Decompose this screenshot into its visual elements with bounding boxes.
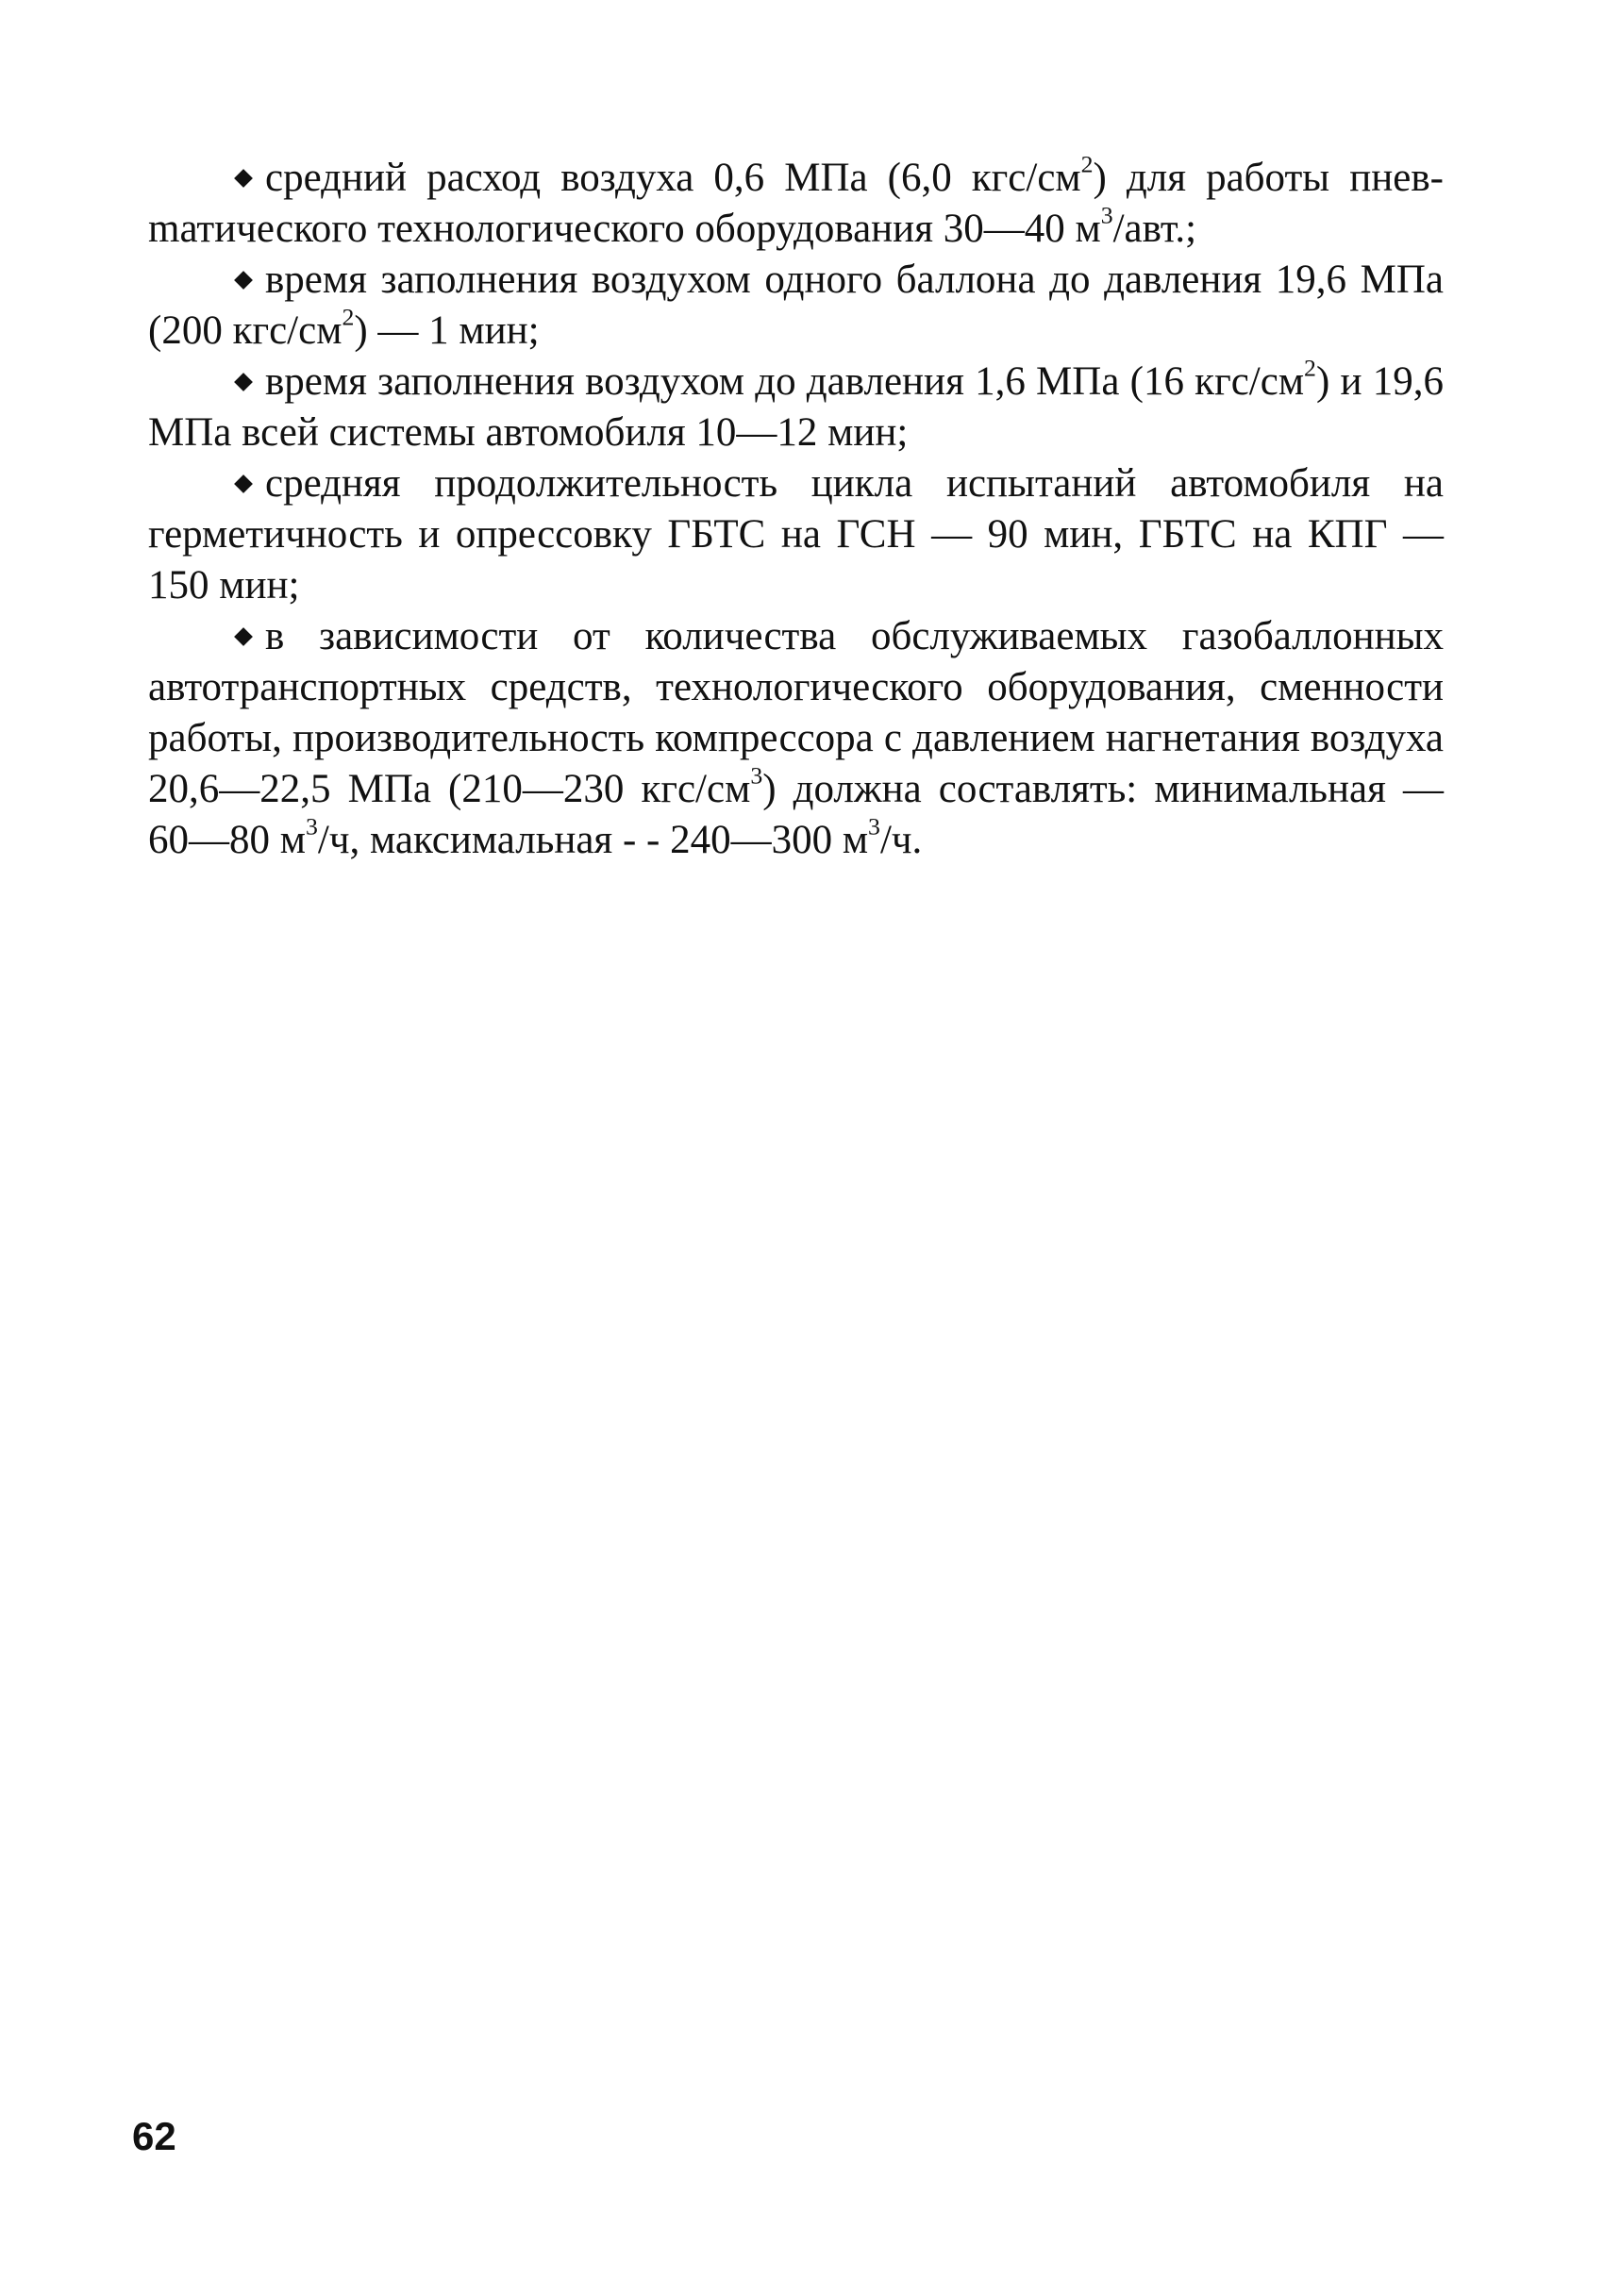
item-text: ) должна составлять: минимальная — 60—80 м <box>148 767 1444 862</box>
item-text: ) и 19,6 МПа всей системы автомобиля 10—12 мин; <box>148 359 1444 455</box>
superscript: 3 <box>868 812 880 840</box>
list-item <box>148 458 1444 611</box>
list-item <box>148 354 1444 458</box>
item-text: /авт.; <box>1112 207 1197 251</box>
diamond-bullet-icon <box>234 627 253 646</box>
item-text: время заполнения воздухом одного баллона до давления 19,6 МПа (200 кгс/см <box>148 258 1444 353</box>
diamond-bullet-icon <box>234 373 253 391</box>
page-number: 62 <box>132 2114 176 2158</box>
item-text: средняя продолжительность цикла испытаний автомобиля на герметичность и опрессовку ГБТС на ГСН — 90 мин, ГБТС на КПГ — 150 мин; <box>148 461 1444 607</box>
superscript: 3 <box>305 812 318 840</box>
superscript: 3 <box>1100 201 1113 229</box>
superscript: 3 <box>750 761 763 790</box>
item-text: средний расход воздуха 0,6 МПа (6,0 кгс/см <box>265 156 1081 200</box>
item-text: время заполнения воздухом до давления 1,6 МПа (16 кгс/см <box>265 359 1305 404</box>
item-text: ) — 1 мин; <box>354 308 540 353</box>
item-text: ) для работы пневmатического технологического оборудования 30—40 м <box>148 156 1444 251</box>
bullet-list <box>148 150 1444 866</box>
item-text: /ч, максимальная - - 240—300 м <box>317 818 869 862</box>
superscript: 2 <box>1304 354 1316 382</box>
diamond-bullet-icon <box>234 474 253 493</box>
list-item <box>148 150 1444 255</box>
list-item <box>148 611 1444 866</box>
diamond-bullet-icon <box>234 169 253 188</box>
item-text: /ч. <box>879 818 923 862</box>
superscript: 2 <box>342 303 355 331</box>
list-item <box>148 255 1444 357</box>
item-text: в зависимости от количества обслуживаемых газобаллонных автотранспортных средств, технологического оборудования, сменности работы, производительность компрессора с давлением нагнетания воздуха 20,6—22,5 МПа (210—230 кгс/см <box>148 614 1444 811</box>
superscript: 2 <box>1080 150 1094 178</box>
diamond-bullet-icon <box>234 271 253 290</box>
